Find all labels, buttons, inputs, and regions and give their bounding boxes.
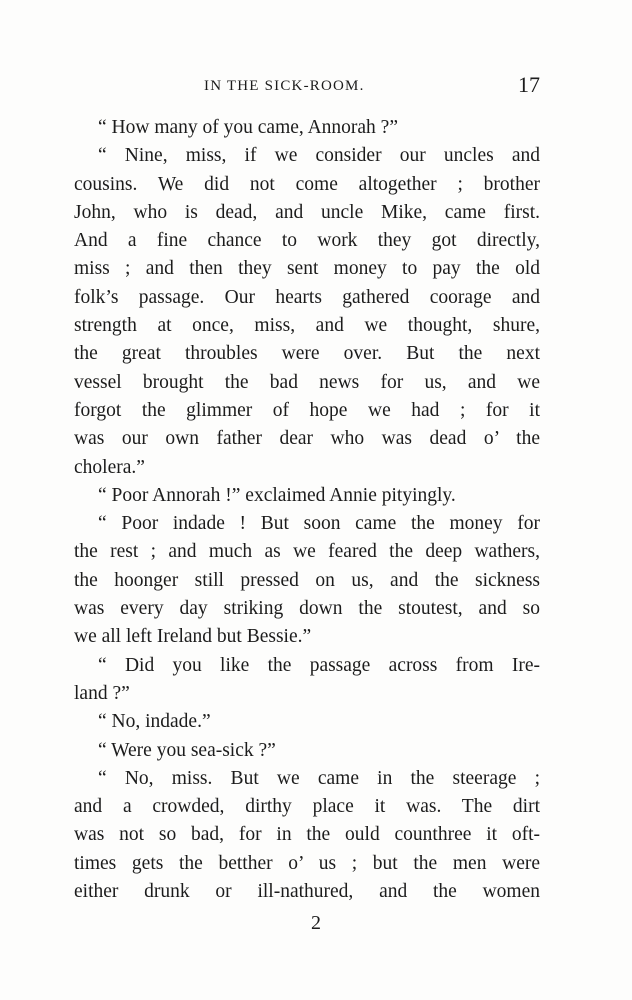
text-line: “ Were you sea-sick ?” bbox=[98, 739, 276, 761]
text-line: “ Poor Annorah !” exclaimed Annie pityingly. bbox=[98, 484, 456, 506]
text-line: forgot the glimmer of hope we had ; for it bbox=[74, 399, 540, 421]
page-number: 17 bbox=[518, 72, 540, 97]
signature-mark: 2 bbox=[311, 912, 321, 934]
text-line: “ No, miss. But we came in the steerage ; bbox=[98, 767, 540, 789]
text-line: “ No, indade.” bbox=[98, 711, 211, 733]
body-text bbox=[74, 114, 540, 906]
text-line: was our own father dear who was dead o’ the bbox=[74, 428, 540, 450]
text-line: folk’s passage. Our hearts gathered coorage and bbox=[74, 286, 540, 308]
text-line: the rest ; and much as we feared the deep wathers, bbox=[74, 541, 540, 563]
text-line: John, who is dead, and uncle Mike, came first. bbox=[74, 201, 540, 223]
text-line: and a crowded, dirthy place it was. The dirt bbox=[74, 796, 540, 818]
text-line: we all left Ireland but Bessie.” bbox=[74, 626, 312, 648]
text-line: “ Poor indade ! But soon came the money for bbox=[98, 513, 540, 535]
text-line: the hoonger still pressed on us, and the sickness bbox=[74, 569, 540, 591]
text-line: the great throubles were over. But the next bbox=[74, 343, 540, 365]
text-line: was every day striking down the stoutest, and so bbox=[74, 598, 540, 620]
text-line: times gets the betther o’ us ; but the men were bbox=[74, 852, 540, 874]
running-head: IN THE SICK-ROOM. bbox=[204, 78, 365, 94]
text-line: vessel brought the bad news for us, and we bbox=[74, 371, 540, 393]
text-line: cousins. We did not come altogether ; brother bbox=[74, 173, 540, 195]
text-line: “ Did you like the passage across from Ire- bbox=[98, 654, 540, 676]
text-line: was not so bad, for in the ould counthree it oft- bbox=[74, 824, 540, 846]
text-line: “ How many of you came, Annorah ?” bbox=[98, 117, 398, 138]
page-header bbox=[74, 72, 540, 102]
text-line: And a fine chance to work they got directly, bbox=[74, 230, 540, 252]
text-line: either drunk or ill-nathured, and the women bbox=[74, 881, 540, 903]
text-line: cholera.” bbox=[74, 456, 145, 478]
text-line: land ?” bbox=[74, 682, 130, 704]
text-line: miss ; and then they sent money to pay the old bbox=[74, 258, 540, 280]
text-line: “ Nine, miss, if we consider our uncles and bbox=[98, 145, 540, 167]
text-line: strength at once, miss, and we thought, shure, bbox=[74, 315, 540, 337]
